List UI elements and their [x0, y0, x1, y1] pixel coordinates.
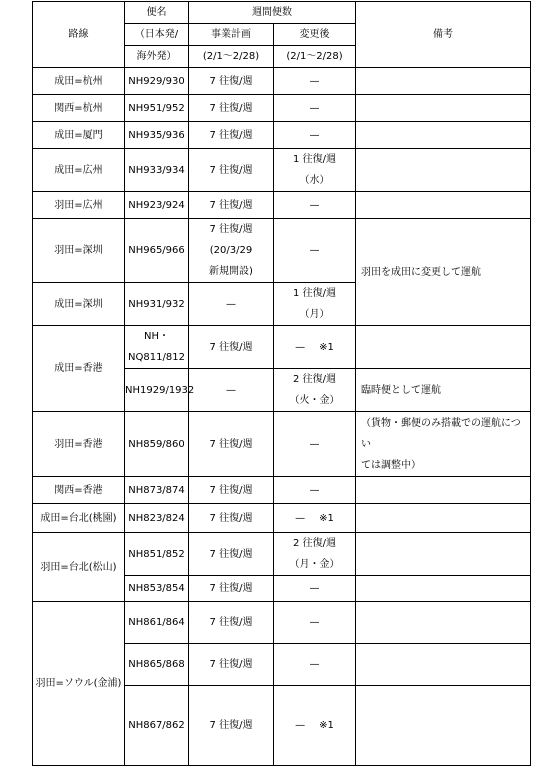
remark-cell — [356, 576, 531, 602]
table-row — [33, 533, 531, 576]
plan-cell — [189, 219, 274, 283]
header-changed-period: (2/1〜2/28) — [274, 46, 356, 68]
flight-cell: NH867/862 — [125, 686, 189, 766]
header-remarks: 備考 — [356, 2, 531, 68]
plan-cell: — — [189, 369, 274, 412]
changed-cell: — — [274, 95, 356, 122]
header-changed: 変更後 — [274, 24, 356, 46]
plan-cell: 7 往復/週 — [189, 602, 274, 644]
route-cell: 成田=深圳 — [33, 283, 125, 326]
flight-cell: NH965/966 — [125, 219, 189, 283]
changed-frequency: 2 往復/週 — [293, 374, 336, 385]
plan-cell: 7 往復/週 — [189, 122, 274, 149]
table-row — [33, 504, 531, 533]
remark-cell — [356, 412, 531, 477]
flight-number: NQ811/812 — [128, 352, 185, 363]
flight-cell: NH951/952 — [125, 95, 189, 122]
flight-prefix: NH・ — [144, 331, 169, 342]
flight-cell: NH933/934 — [125, 149, 189, 192]
changed-cell — [274, 686, 356, 766]
route-cell: 成田=厦門 — [33, 122, 125, 149]
header-flight-no: 便名 — [125, 2, 189, 24]
footnote-mark: ※1 — [319, 720, 334, 731]
table-row — [33, 95, 531, 122]
plan-cell: 7 往復/週 — [189, 576, 274, 602]
table-row — [33, 602, 531, 644]
remark-cell — [356, 192, 531, 219]
flight-cell: NH823/824 — [125, 504, 189, 533]
header-flight-no-sub2: 海外発） — [125, 46, 189, 68]
table-row — [33, 477, 531, 504]
plan-cell: 7 往復/週 — [189, 412, 274, 477]
remark-cell — [356, 602, 531, 644]
changed-days: （月・金） — [289, 559, 340, 570]
header-plan-period: (2/1〜2/28) — [189, 46, 274, 68]
plan-cell: 7 往復/週 — [189, 149, 274, 192]
changed-cell — [274, 504, 356, 533]
remark-cell — [356, 68, 531, 95]
changed-cell: — — [274, 68, 356, 95]
remark-line-1: （貨物・郵便のみ搭載での運航につい — [361, 418, 521, 450]
plan-frequency: 7 往復/週 — [209, 224, 253, 235]
route-cell: 成田=香港 — [33, 326, 125, 412]
changed-days: （月） — [299, 309, 330, 320]
dash: — — [295, 512, 306, 524]
remark-cell — [356, 326, 531, 369]
changed-days: （火・金） — [289, 395, 340, 406]
plan-cell: 7 往復/週 — [189, 504, 274, 533]
changed-cell — [274, 149, 356, 192]
changed-cell: — — [274, 122, 356, 149]
remark-cell — [356, 686, 531, 766]
footnote-mark: ※1 — [319, 512, 334, 524]
changed-cell: — — [274, 644, 356, 686]
flight-cell: NH873/874 — [125, 477, 189, 504]
changed-cell — [274, 283, 356, 326]
route-cell: 成田=広州 — [33, 149, 125, 192]
remark-cell — [356, 477, 531, 504]
remark-cell — [356, 644, 531, 686]
table-row — [33, 219, 531, 283]
route-cell: 成田=台北(桃園) — [33, 504, 125, 533]
changed-cell — [274, 533, 356, 576]
flight-cell — [125, 326, 189, 369]
remark-cell: 羽田を成田に変更して運航 — [356, 219, 531, 326]
table-row — [33, 149, 531, 192]
route-cell: 羽田=ソウル(金浦) — [33, 602, 125, 766]
plan-cell: 7 往復/週 — [189, 95, 274, 122]
route-cell: 羽田=台北(松山) — [33, 533, 125, 602]
changed-frequency: 2 往復/週 — [293, 538, 336, 549]
flight-cell: NH1929/1932 — [125, 369, 189, 412]
changed-cell: — — [274, 576, 356, 602]
remark-cell — [356, 95, 531, 122]
flight-cell: NH865/868 — [125, 644, 189, 686]
flight-cell: NH861/864 — [125, 602, 189, 644]
route-cell: 羽田=広州 — [33, 192, 125, 219]
changed-cell: — — [274, 602, 356, 644]
flight-cell: NH859/860 — [125, 412, 189, 477]
remark-cell: 臨時便として運航 — [356, 369, 531, 412]
remark-cell — [356, 533, 531, 576]
plan-cell: 7 往復/週 — [189, 686, 274, 766]
remark-cell — [356, 504, 531, 533]
plan-cell: 7 往復/週 — [189, 192, 274, 219]
changed-frequency: 1 往復/週 — [293, 288, 336, 299]
dash: — — [295, 341, 306, 353]
table-row — [33, 192, 531, 219]
plan-cell: 7 往復/週 — [189, 644, 274, 686]
flight-cell: NH935/936 — [125, 122, 189, 149]
header-flight-no-sub1: （日本発/ — [125, 24, 189, 46]
dash: — — [295, 720, 306, 731]
route-cell: 羽田=香港 — [33, 412, 125, 477]
flight-cell: NH929/930 — [125, 68, 189, 95]
flight-cell: NH923/924 — [125, 192, 189, 219]
changed-days: （水） — [299, 175, 330, 186]
flight-schedule-table — [32, 1, 531, 766]
plan-cell: — — [189, 283, 274, 326]
plan-cell: 7 往復/週 — [189, 533, 274, 576]
table-row — [33, 68, 531, 95]
flight-cell: NH931/932 — [125, 283, 189, 326]
flight-cell: NH853/854 — [125, 576, 189, 602]
changed-cell: — — [274, 219, 356, 283]
route-cell: 成田=杭州 — [33, 68, 125, 95]
changed-cell: — — [274, 192, 356, 219]
remark-cell — [356, 122, 531, 149]
remark-cell — [356, 149, 531, 192]
footnote-mark: ※1 — [319, 341, 334, 353]
plan-cell: 7 往復/週 — [189, 477, 274, 504]
changed-cell — [274, 326, 356, 369]
changed-frequency: 1 往復/週 — [293, 154, 336, 165]
changed-cell: — — [274, 477, 356, 504]
route-cell: 関西=杭州 — [33, 95, 125, 122]
table-row — [33, 326, 531, 369]
route-cell: 羽田=深圳 — [33, 219, 125, 283]
changed-cell — [274, 369, 356, 412]
plan-new-service: 新規開設) — [209, 266, 253, 277]
remark-line-2: ては調整中） — [361, 460, 421, 471]
table-row — [33, 122, 531, 149]
route-cell: 関西=香港 — [33, 477, 125, 504]
plan-cell: 7 往復/週 — [189, 68, 274, 95]
plan-cell: 7 往復/週 — [189, 326, 274, 369]
changed-cell: — — [274, 412, 356, 477]
table-row — [33, 412, 531, 477]
plan-start-date: (20/3/29 — [209, 245, 253, 256]
flight-cell: NH851/852 — [125, 533, 189, 576]
header-weekly-flights: 週間便数 — [189, 2, 356, 24]
header-plan: 事業計画 — [189, 24, 274, 46]
header-route: 路線 — [33, 2, 125, 68]
